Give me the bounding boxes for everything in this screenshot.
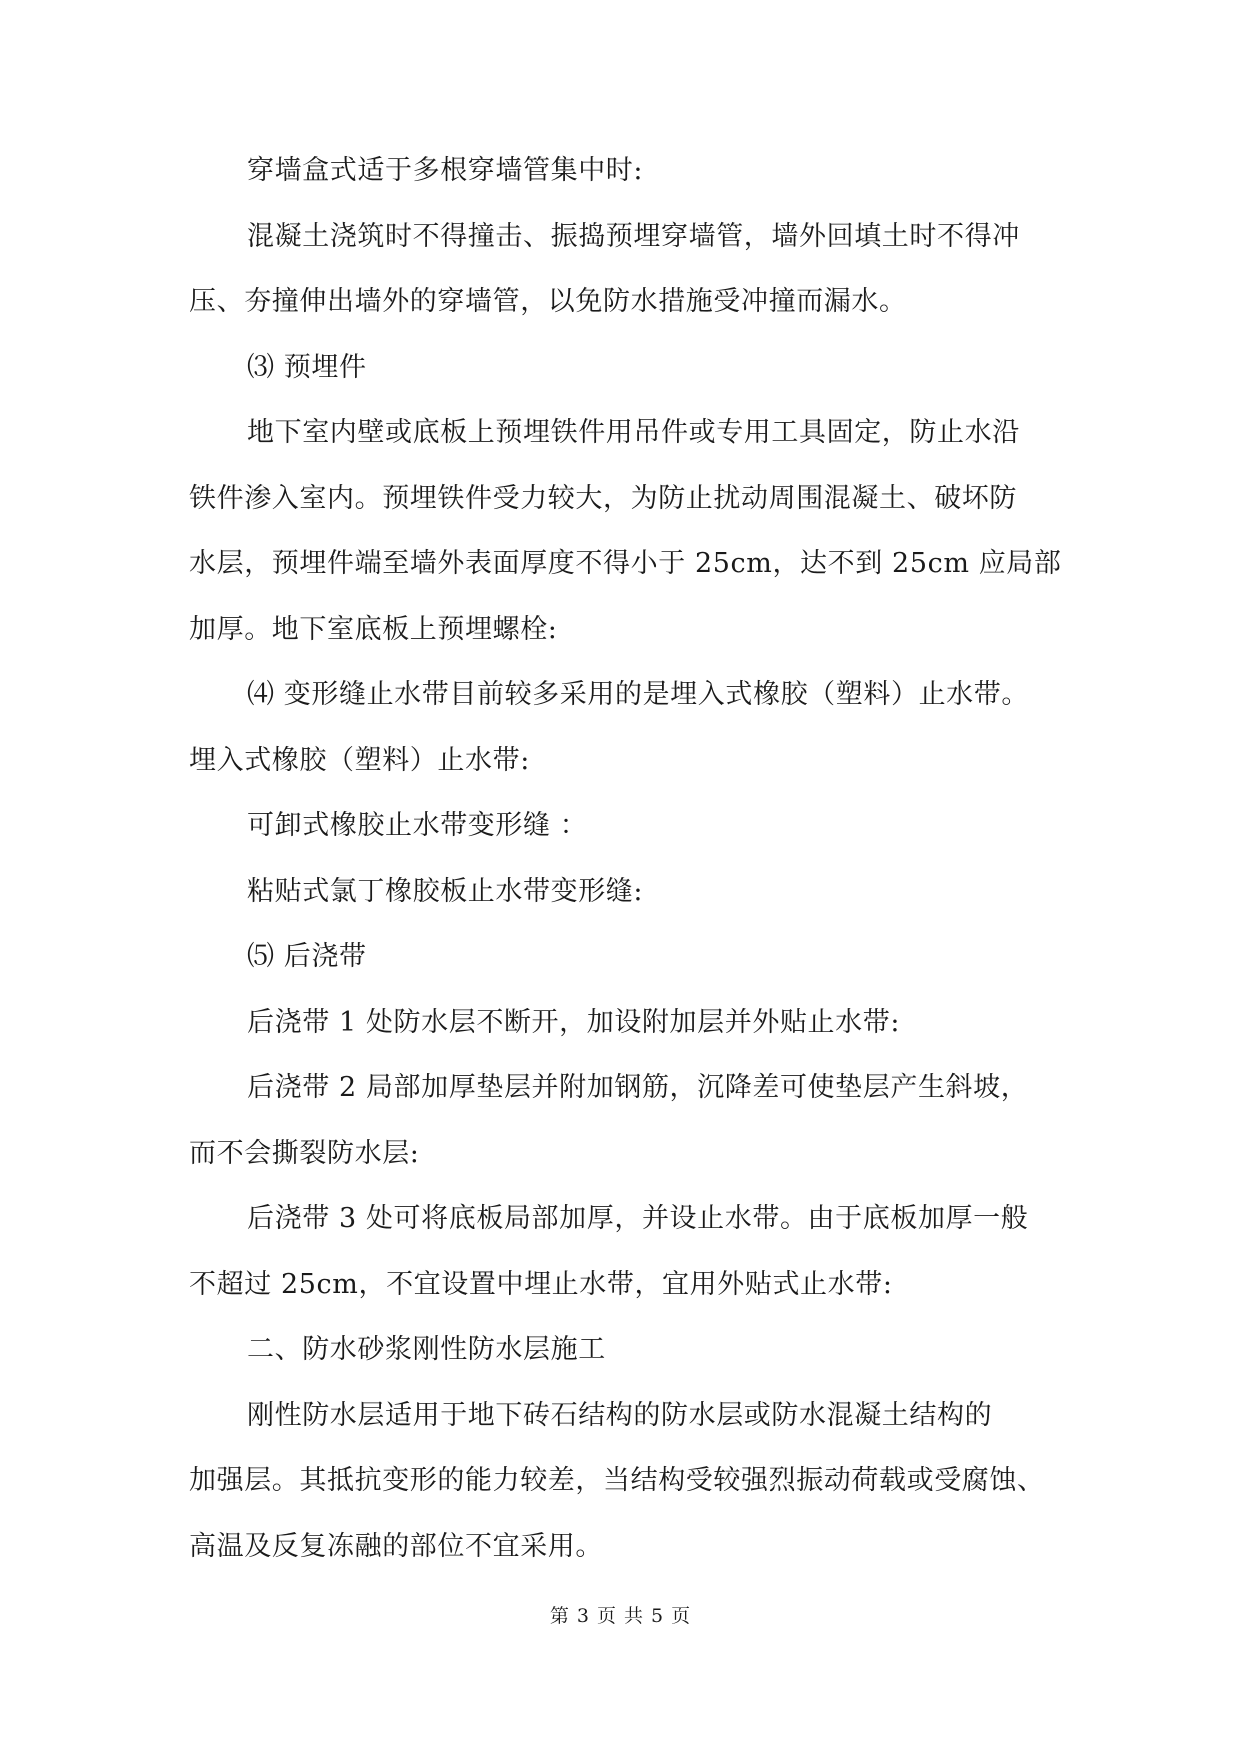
body-text — [189, 155, 1062, 1596]
paragraph-line: 不超过 25cm，不宜设置中埋止水带，宜用外贴式止水带: — [189, 1268, 893, 1300]
paragraph-line: 后浇带 2 局部加厚垫层并附加钢筋，沉降差可使垫层产生斜坡， — [247, 1072, 1029, 1103]
section-heading: ⑶ 预埋件 — [247, 351, 367, 383]
paragraph-line: 穿墙盒式适于多根穿墙管集中时: — [247, 155, 644, 186]
paragraph-line: 铁件渗入室内。预埋铁件受力较大，为防止扰动周围混凝土、破坏防 — [189, 482, 1017, 514]
paragraph-line: 粘贴式氯丁橡胶板止水带变形缝: — [247, 875, 644, 907]
section-heading: 二、防水砂浆刚性防水层施工 — [247, 1334, 606, 1365]
section-heading: ⑸ 后浇带 — [247, 941, 367, 972]
paragraph-line: 压、夯撞伸出墙外的穿墙管，以免防水措施受冲撞而漏水。 — [189, 286, 907, 317]
paragraph-line: 后浇带 3 处可将底板局部加厚，并设止水带。由于底板加厚一般 — [247, 1203, 1029, 1234]
paragraph-line: 加强层。其抵抗变形的能力较差，当结构受较强烈振动荷载或受腐蚀、 — [189, 1465, 1045, 1496]
paragraph-line: 混凝土浇筑时不得撞击、振捣预埋穿墙管，墙外回填土时不得冲 — [247, 220, 1020, 252]
paragraph-line: 加厚。地下室底板上预埋螺栓: — [189, 613, 558, 645]
page-number: 第 3 页 共 5 页 — [549, 1605, 692, 1627]
paragraph-line: 后浇带 1 处防水层不断开，加设附加层并外贴止水带: — [247, 1006, 901, 1038]
paragraph-line: 高温及反复冻融的部位不宜采用。 — [189, 1530, 603, 1562]
paragraph-line: 埋入式橡胶（塑料）止水带: — [189, 744, 530, 776]
paragraph-line: 可卸式橡胶止水带变形缝 ： — [247, 810, 588, 841]
paragraph-line: 而不会撕裂防水层: — [189, 1137, 420, 1169]
paragraph-line: 刚性防水层适用于地下砖石结构的防水层或防水混凝土结构的 — [247, 1399, 993, 1431]
section-heading: ⑷ 变形缝止水带目前较多采用的是埋入式橡胶（塑料）止水带。 — [247, 679, 1029, 710]
paragraph-line: 地下室内壁或底板上预埋铁件用吊件或专用工具固定，防止水沿 — [247, 417, 1020, 448]
paragraph-line: 水层，预埋件端至墙外表面厚度不得小于 25cm，达不到 25cm 应局部 — [189, 548, 1062, 579]
